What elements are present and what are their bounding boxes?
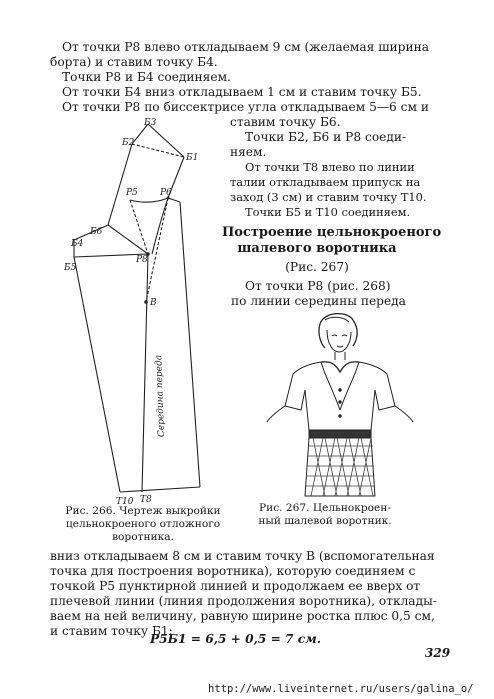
- formula: Р5Б1 = 6,5 + 0,5 = 7 см.: [150, 632, 322, 646]
- section-heading: Построение цельнокроеного: [222, 225, 442, 240]
- label-b4: Б4: [71, 239, 84, 249]
- text-line: няем.: [230, 145, 267, 159]
- watermark-link[interactable]: http://www.liveinternet.ru/users/galina_o/: [208, 683, 474, 695]
- text-line: талии откладываем припуск на: [230, 175, 421, 189]
- figure-caption: Рис. 266. Чертеж выкройки: [65, 505, 221, 517]
- text-line: борта) и ставим точку Б4.: [50, 55, 218, 69]
- label-p6: Р6: [160, 188, 172, 198]
- text-line: От точки Р8 (рис. 268): [245, 279, 391, 293]
- label-t10: Т10: [116, 497, 134, 507]
- text-line: точкой Р5 пунктирной линией и продолжаем ее вверх от: [50, 579, 421, 593]
- pattern-drawing: [60, 112, 260, 507]
- text-line: Точки Б2, Б6 и Р8 соеди-: [245, 130, 407, 144]
- label-b5: Б5: [64, 263, 77, 273]
- text-line: От точки Т8 влево по линии: [245, 160, 415, 174]
- text-line: заход (3 см) и ставим точку Т10.: [230, 190, 427, 204]
- text-line: Точки Б5 и Т10 соединяем.: [245, 205, 411, 219]
- text-line: Точки Р8 и Б4 соединяем.: [62, 70, 231, 84]
- figure-caption: Рис. 267. Цельнокроен-: [259, 502, 391, 514]
- section-heading: шалевого воротника: [237, 241, 397, 256]
- label-middle-front: Середина переда: [154, 354, 167, 438]
- label-b3: Б3: [144, 118, 157, 128]
- blouse-illustration: [265, 310, 415, 500]
- label-t8: Т8: [140, 495, 152, 505]
- text-line: точка для построения воротника), которую соединяем с: [50, 564, 416, 578]
- text-line: по линии середины переда: [231, 294, 406, 308]
- text-line: От точки Б4 вниз откладываем 1 см и ставим точку Б5.: [62, 85, 422, 99]
- label-b6: Б6: [90, 227, 103, 237]
- text-line: От точки Р8 влево откладываем 9 см (желаемая ширина: [62, 40, 429, 54]
- label-p5: Р5: [126, 188, 138, 198]
- figure-caption: цельнокроеного отложного: [65, 518, 221, 530]
- page-number: 329: [425, 646, 451, 660]
- text-line: ваем на ней величину, равную ширине ростка плюс 0,5 см,: [50, 609, 435, 623]
- label-p8: Р8: [136, 255, 148, 265]
- section-reference: (Рис. 267): [285, 260, 349, 274]
- label-b: В: [150, 298, 157, 308]
- text-line: плечевой линии (линия продолжения воротника), отклады-: [50, 594, 437, 608]
- text-line: От точки Р8 по биссектрисе угла откладываем 5—6 см и: [62, 100, 429, 114]
- label-b2: Б2: [122, 138, 135, 148]
- figure-caption: ный шалевой воротник.: [258, 515, 392, 527]
- figure-caption: воротника.: [112, 531, 174, 543]
- text-line: и ставим точку Б1:: [50, 624, 173, 638]
- label-b1: Б1: [186, 153, 199, 163]
- text-line: ставим точку Б6.: [230, 115, 341, 129]
- text-line: вниз откладываем 8 см и ставим точку В (вспомогательная: [50, 549, 435, 563]
